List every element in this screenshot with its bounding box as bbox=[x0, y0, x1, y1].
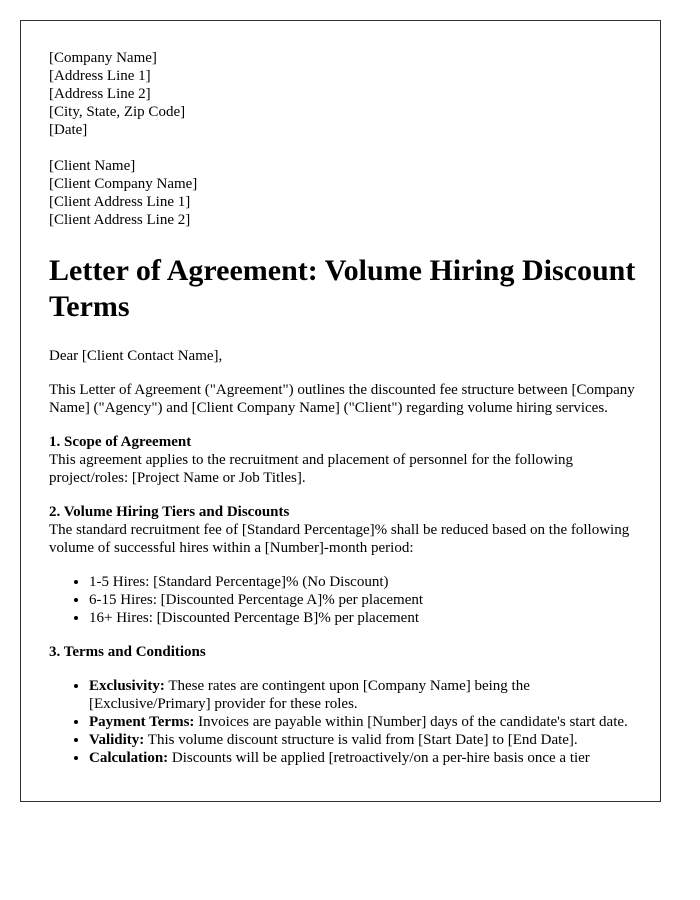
section-scope bbox=[49, 433, 637, 487]
tier-item: • 1-5 Hires: [Standard Percentage]% (No Discount) bbox=[89, 573, 637, 591]
term-item bbox=[89, 749, 637, 767]
term-text: These rates are contingent upon [Company Name] being the [Exclusive/Primary] provider for these roles. bbox=[89, 678, 530, 712]
letter-content bbox=[49, 49, 637, 767]
tier-item: • 16+ Hires: [Discounted Percentage B]% per placement bbox=[89, 609, 637, 627]
client-company: [Client Company Name] bbox=[49, 176, 198, 192]
term-text: This volume discount structure is valid from [Start Date] to [End Date]. bbox=[144, 732, 578, 748]
term-text: Invoices are payable within [Number] days of the candidate's start date. bbox=[194, 714, 628, 730]
section-terms bbox=[49, 643, 637, 767]
section-tiers bbox=[49, 503, 637, 627]
intro-paragraph: This Letter of Agreement ("Agreement") outlines the discounted fee structure between [Company Name] ("Agency") and [Client Company Name] ("Client") regarding volume hiring services. bbox=[49, 382, 635, 416]
section-tiers-body: The standard recruitment fee of [Standard Percentage]% shall be reduced based on the following volume of successful hires within a [Number]-month period: bbox=[49, 522, 630, 556]
term-text: Discounts will be applied [retroactively/on a per-hire basis once a tier bbox=[168, 750, 590, 766]
client-address-block bbox=[49, 157, 637, 229]
client-name: [Client Name] bbox=[49, 158, 136, 174]
term-item bbox=[89, 713, 637, 731]
term-item bbox=[89, 677, 637, 713]
term-item bbox=[89, 731, 637, 749]
letter-date: [Date] bbox=[49, 122, 88, 138]
client-address-line-2: [Client Address Line 2] bbox=[49, 212, 191, 228]
term-label: Exclusivity: bbox=[89, 678, 165, 694]
sender-company: [Company Name] bbox=[49, 50, 157, 66]
letter-page bbox=[20, 20, 661, 802]
section-scope-title: 1. Scope of Agreement bbox=[49, 434, 192, 450]
term-label: Payment Terms: bbox=[89, 714, 195, 730]
terms-list bbox=[49, 677, 637, 767]
tiers-list bbox=[49, 573, 637, 627]
section-terms-title: 3. Terms and Conditions bbox=[49, 644, 206, 660]
sender-address-line-2: [Address Line 2] bbox=[49, 86, 151, 102]
letter-title: Letter of Agreement: Volume Hiring Discount Terms bbox=[49, 254, 636, 323]
sender-address-line-1: [Address Line 1] bbox=[49, 68, 151, 84]
client-address-line-1: [Client Address Line 1] bbox=[49, 194, 191, 210]
sender-city-state-zip: [City, State, Zip Code] bbox=[49, 104, 186, 120]
section-tiers-title: 2. Volume Hiring Tiers and Discounts bbox=[49, 504, 290, 520]
salutation: Dear [Client Contact Name], bbox=[49, 348, 223, 364]
term-label: Calculation: bbox=[89, 750, 169, 766]
tier-item: • 6-15 Hires: [Discounted Percentage A]% per placement bbox=[89, 591, 637, 609]
sender-address-block bbox=[49, 49, 637, 139]
term-label: Validity: bbox=[89, 732, 145, 748]
section-scope-body: This agreement applies to the recruitment and placement of personnel for the following project/roles: [Project Name or Job Titles]. bbox=[49, 452, 573, 486]
